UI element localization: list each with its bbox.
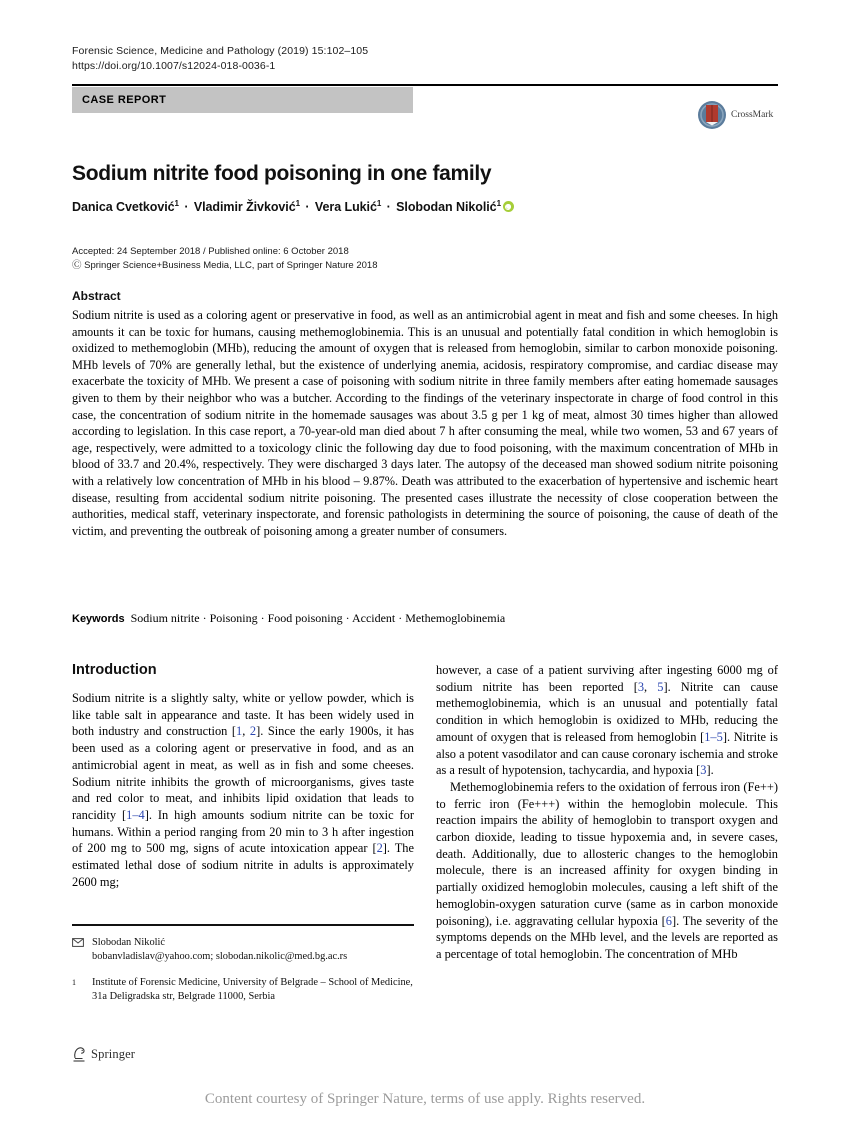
citation-link[interactable]: 2 (249, 724, 257, 739)
envelope-icon (72, 936, 84, 964)
paragraph (436, 662, 778, 779)
page-footer: Content courtesy of Springer Nature, terms of use apply. Rights reserved. (204, 1091, 646, 1107)
springer-knight-icon (72, 1046, 87, 1063)
corresponding-author-details (92, 936, 347, 964)
citation-link[interactable]: 2 (376, 841, 383, 856)
paragraph-text: Methemoglobinemia refers to the oxidation of ferrous iron (Fe++) to ferric iron (Fe+++) within the hemoglobin molecule. This reaction impairs the ability of hemoglobin to transport oxygen and carbon dioxide, leading to tissue hypoxemia and, in severe cases, death. Additionally, due to allosteric changes to the hemoglobin molecule, there is an increased affinity for oxygen binding in partially oxidized hemoglobin molecules, causing a left shift of the hemoglobin-oxygen saturation curve (same as in carbon monoxide poisoning), i.e. aggravating cellular hypoxia [ (436, 779, 778, 928)
author-name: Danica Cvetković (72, 200, 175, 214)
doi-link[interactable]: https://doi.org/10.1007/s12024-018-0036-1 (72, 60, 276, 72)
footnote-divider-rule (72, 924, 414, 926)
paragraph-text: ]. The severity of the symptoms depends on the MHb level, and the levels are reported as a percentage of total hemoglobin. The concentration of MHb (436, 913, 778, 961)
abstract-text: Sodium nitrite is used as a coloring agent or preservative in food, as well as an antimicrobial agent in meat and fish and some cheeses. In high amounts it can be toxic for humans, causing methemoglobinemia. This is an unusual and potentially fatal condition in which hemoglobin is oxidized to methemoglobin (MHb), reducing the amount of oxygen that is released from hemoglobin, similar to carbon monoxide poisoning. MHb levels of 70% are generally lethal, but the existence of underlying anemia, acidosis, respiratory compromise, and cardiac disease may exacerbate the toxicity of MHb. We present a case of poisoning with sodium nitrite in three family members after eating homemade sausages given to them by their neighbor who was a butcher. According to the findings of the veterinary inspectorate in charge of food control in this case, the concentration of sodium nitrite in the homemade sausages was about 3.5 g per 1 kg of meat, almost 30 times higher than allowed according to legislation. In this case report, a 70-year-old man died about 7 h after consuming the meal, while two women, 53 and 67 years of age, respectively, were admitted to a toxicology clinic the following day due to food poisoning, with the maximum concentration of MHb in blood of 33.7 and 20.4%, respectively. They were discharged 3 days later. The autopsy of the deceased man showed sodium nitrite poisoning with a relatively low concentration of MHb in his blood – 9.87%. Death was attributed to the exacerbation of hypertensive and ischemic heart disease, resulting from accidental sodium nitrite poisoning. The presented cases illustrate the necessity of close cooperation between the authorities, medical staff, veterinary inspectorate, and forensic pathologists in determining the source of poisoning, the cause of death of the victim, and preventing the outbreak of poisoning among a greater number of consumers. (72, 308, 778, 538)
author-list (72, 198, 778, 216)
footnote-block (72, 936, 414, 1004)
citation-link[interactable]: 5 (657, 679, 664, 694)
paragraph-text: however, a case of a patient surviving after ingesting 6000 mg of sodium nitrite has been reported [ (436, 663, 778, 694)
column-right (436, 662, 778, 963)
author-affiliation-marker: 1 (376, 198, 382, 208)
citation-link[interactable]: 1–4 (126, 807, 145, 822)
citation-link[interactable]: 1–5 (704, 729, 723, 744)
journal-header (72, 44, 778, 74)
author-separator: · (383, 200, 395, 214)
keyword-separator: · (199, 611, 210, 625)
author-name: Vera Lukić (314, 200, 377, 214)
keywords-line (72, 610, 778, 627)
article-type-banner (72, 87, 413, 113)
affiliation-block (72, 976, 414, 1004)
keyword-separator: · (257, 611, 268, 625)
crossmark-label: CrossMark (731, 110, 774, 120)
column-left (72, 662, 414, 890)
author-affiliation-marker: 1 (295, 198, 300, 208)
author-affiliation-marker: 1 (496, 198, 501, 208)
author-name: Slobodan Nikolić (396, 200, 497, 214)
page-title: Sodium nitrite food poisoning in one family (72, 162, 492, 186)
keyword[interactable]: Food poisoning (267, 611, 343, 625)
orcid-icon[interactable] (503, 201, 514, 212)
paragraph (72, 690, 414, 890)
keywords-label: Keywords (72, 613, 125, 625)
citation-link[interactable]: 3 (700, 763, 707, 778)
paragraph (436, 779, 778, 963)
paragraph-text: ]. Nitrite can cause methemoglobinemia, which is an unusual and potentially fatal condition in which hemoglobin is oxidized to MHb, reducing the amount of oxygen that is released from hemoglobin [ (436, 679, 778, 744)
citation-link[interactable]: 1 (236, 724, 243, 739)
corresponding-author-emails[interactable]: bobanvladislav@yahoo.com; slobodan.nikolic@med.bg.ac.rs (92, 951, 348, 962)
keyword[interactable]: Sodium nitrite (130, 611, 200, 625)
paragraph-text: , (644, 679, 658, 694)
corresponding-author-block (72, 936, 414, 964)
affiliation-marker: 1 (72, 978, 76, 987)
springer-wordmark: Springer (91, 1047, 136, 1061)
paragraph-text: Sodium nitrite is a slightly salty, white or yellow powder, which is like table salt in appearance and taste. It has been widely used in both industry and construction [ (72, 691, 414, 739)
paragraph-text: ]. In high amounts sodium nitrite can be toxic for humans. Within a period ranging from 20 min to 3 h after ingestion of 200 mg to 500 mg, signs of acute intoxication appear [ (72, 807, 415, 856)
introduction-heading: Introduction (72, 662, 157, 678)
keyword[interactable]: Accident (351, 611, 396, 625)
citation-link[interactable]: 3 (637, 679, 645, 694)
journal-citation: Forensic Science, Medicine and Pathology (2019) 15:102–105 (72, 45, 369, 57)
copyright-line: Ⓒ Springer Science+Business Media, LLC, part of Springer Nature 2018 (72, 259, 378, 271)
paragraph-text: ]. Since the early 1900s, it has been used as a coloring agent or preservative in food, and as an antimicrobial agent in meat, as well as in fish and some cheeses. Sodium nitrite inhibits the growth of microorganisms, gives taste and red color to meat, and inhibits lipid oxidation that leads to rancidity [ (72, 724, 415, 822)
header-divider-rule (72, 84, 778, 86)
author-name: Vladimir Živković (193, 200, 296, 214)
publication-dates (72, 245, 778, 272)
keyword[interactable]: Poisoning (209, 611, 258, 625)
paragraph-text: ]. (706, 763, 714, 778)
keyword-separator: · (342, 611, 352, 625)
paragraph-text: , (242, 724, 250, 739)
paragraph-text: ]. The estimated lethal dose of sodium nitrite in adults is approximately 2600 mg; (72, 841, 414, 889)
author-separator: · (180, 200, 192, 214)
article-type-label: CASE REPORT (82, 94, 167, 106)
crossmark-icon (697, 100, 727, 130)
affiliation-text: Institute of Forensic Medicine, University of Belgrade – School of Medicine, 31a Deligradska str, Belgrade 11000, Serbia (92, 977, 413, 1002)
corresponding-author-name: Slobodan Nikolić (92, 937, 166, 948)
author-separator: · (302, 200, 313, 214)
author-affiliation-marker: 1 (174, 198, 179, 208)
accepted-line: Accepted: 24 September 2018 / Published online: 6 October 2018 (72, 246, 349, 257)
keyword[interactable]: Methemoglobinemia (405, 611, 506, 625)
abstract-heading: Abstract (72, 289, 121, 303)
paragraph-text: ]. Nitrite is also a potent vasodilator and can cause coronary ischemia and stroke as a result of hypotension, tachycardia, and hypoxia [ (436, 729, 778, 778)
crossmark-badge[interactable] (697, 100, 773, 130)
keyword-separator: · (395, 611, 406, 625)
springer-logo (72, 1046, 135, 1063)
citation-link[interactable]: 6 (665, 913, 672, 928)
